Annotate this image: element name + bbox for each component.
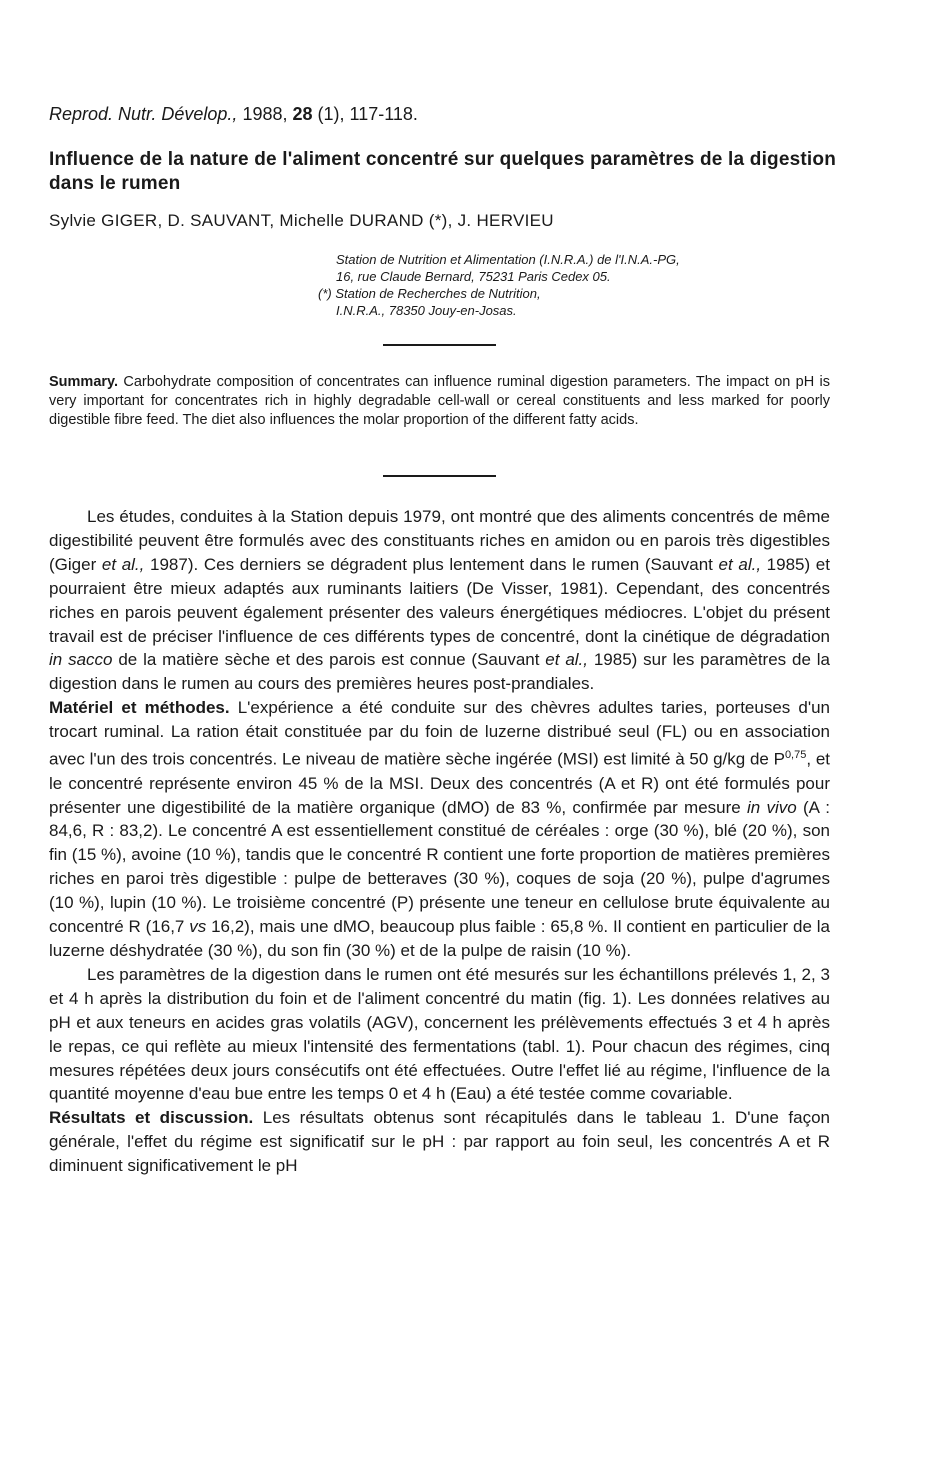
affiliations [318, 251, 680, 319]
intro-paragraph [49, 505, 830, 696]
text-run: L'expérience a été conduite sur des chèvres adultes taries, porteuses d'un trocart ruminal. La ration était constituée par du foin de luzerne distribué seul (FL) ou en association avec l'un des trois concentrés. Le niveau de matière sèche ingérée (MSI) est limité à 50 g/kg de P [49, 698, 831, 769]
italic-run: et al., [101, 554, 145, 574]
text-run: 1985) et pourraient être mieux adaptés aux ruminants laitiers (De Visser, 1981). Cependant, des concentrés riches en parois peuvent également présenter des valeurs énergétiques médiocres. L'objet du présent travail est de préciser l'influence de ces différents types de concentré, dont la cinétique de dégradation [49, 554, 830, 646]
article-body [49, 505, 830, 1178]
section-heading: Résultats et discussion. [49, 1108, 254, 1128]
text-run: 1987). Ces derniers se dégradent plus lentement dans le rumen (Sauvant [144, 554, 719, 574]
affiliation-line: I.N.R.A., 78350 Jouy-en-Josas. [336, 303, 517, 318]
citation-volume: 28 [292, 104, 313, 124]
text-run: (A : 84,6, R : 83,2). Le concentré A est essentiellement constitué de céréales : orge (30 %), blé (20 %), son fin (15 %), avoine (10 %), tandis que le concentré R contient une forte proportion de matières premières riches en paroi très digestible : pulpe de betteraves (30 %), coques de soja (20 %), pulpe d'agrumes (10 %), lupin (10 %). Le troisième concentré (P) présente une teneur en cellulose brute équivalente au concentré R (16,7 [49, 797, 830, 937]
authors: Sylvie GIGER, D. SAUVANT, Michelle DURAND (*), J. HERVIEU [49, 211, 554, 230]
citation [49, 104, 418, 125]
text-run: Les études, conduites à la Station depuis 1979, ont montré que des aliments concentrés de même digestibilité peuvent être formulés avec des constituants riches en amidon ou en parois très digestibles (Giger [49, 507, 830, 574]
summary-text: Carbohydrate composition of concentrates can influence ruminal digestion parameters. The impact on pH is very important for concentrates rich in highly degradable cell-wall or cereal constituents and less marked for poorly digestible fibre feed. The diet also influences the molar proportion of the different fatty acids. [49, 374, 831, 428]
text-run: , et le concentré représente environ 45 % de la MSI. Deux des concentrés (A et R) ont été formulés pour présenter une digestibilité de la matière organique (dMO) de 83 %, confirmée par mesure [49, 749, 831, 817]
italic-run: vs [189, 917, 207, 937]
superscript: 0,75 [784, 749, 807, 762]
divider [383, 344, 496, 346]
affiliation-line: (*) Station de Recherches de Nutrition, [318, 286, 541, 301]
citation-pages: (1), 117-118. [317, 104, 418, 124]
text-run: 16,2), mais une dMO, beaucoup plus faible : 65,8 %. Il contient en particulier de la luzerne déshydratée (30 %), du son fin (30 %) et de la pulpe de raisin (10 %). [49, 917, 830, 960]
divider [383, 475, 496, 477]
summary [49, 373, 830, 430]
methods-paragraph [49, 696, 830, 963]
article-title: Influence de la nature de l'aliment concentré sur quelques paramètres de la digestion dans le rumen [49, 149, 837, 194]
affiliation-line: Station de Nutrition et Alimentation (I.N.R.A.) de l'I.N.A.-PG, [336, 252, 680, 267]
text-run: 1985) sur les paramètres de la digestion dans le rumen au cours des premières heures post-prandiales. [49, 650, 830, 694]
text-run: de la matière sèche et des parois est connue (Sauvant [112, 650, 546, 670]
italic-run: et al., [718, 554, 762, 574]
journal-name: Reprod. Nutr. Dévelop., [49, 104, 238, 124]
results-paragraph [49, 1106, 830, 1178]
text-run: Les résultats obtenus sont récapitulés dans le tableau 1. D'une façon générale, l'effet du régime est significatif sur le pH : par rapport au foin seul, les concentrés A et R diminuent significativement le pH [49, 1108, 830, 1176]
affiliation-line: 16, rue Claude Bernard, 75231 Paris Cedex 05. [336, 269, 611, 284]
italic-run: in vivo [746, 797, 797, 817]
summary-label: Summary. [49, 374, 119, 390]
sampling-paragraph: Les paramètres de la digestion dans le rumen ont été mesurés sur les échantillons prélevés 1, 2, 3 et 4 h après la distribution du foin et de l'aliment concentré du matin (fig. 1). Les données relatives au pH et aux teneurs en acides gras volatils (AGV), concernent les prélèvements effectués 3 et 4 h après le repas, ce qui reflète au mieux l'intensité des fermentations (tabl. 1). Pour chacun des régimes, cinq mesures répétées deux jours consécutifs ont été effectuées. Outre l'effet lié au régime, l'influence de la quantité moyenne d'eau bue entre les temps 0 et 4 h (Eau) a été testée comme covariable. [49, 964, 830, 1104]
italic-run: et al., [545, 650, 588, 670]
italic-run: in sacco [49, 650, 113, 670]
section-heading: Matériel et méthodes. [49, 698, 230, 718]
citation-year: 1988, [242, 104, 288, 124]
